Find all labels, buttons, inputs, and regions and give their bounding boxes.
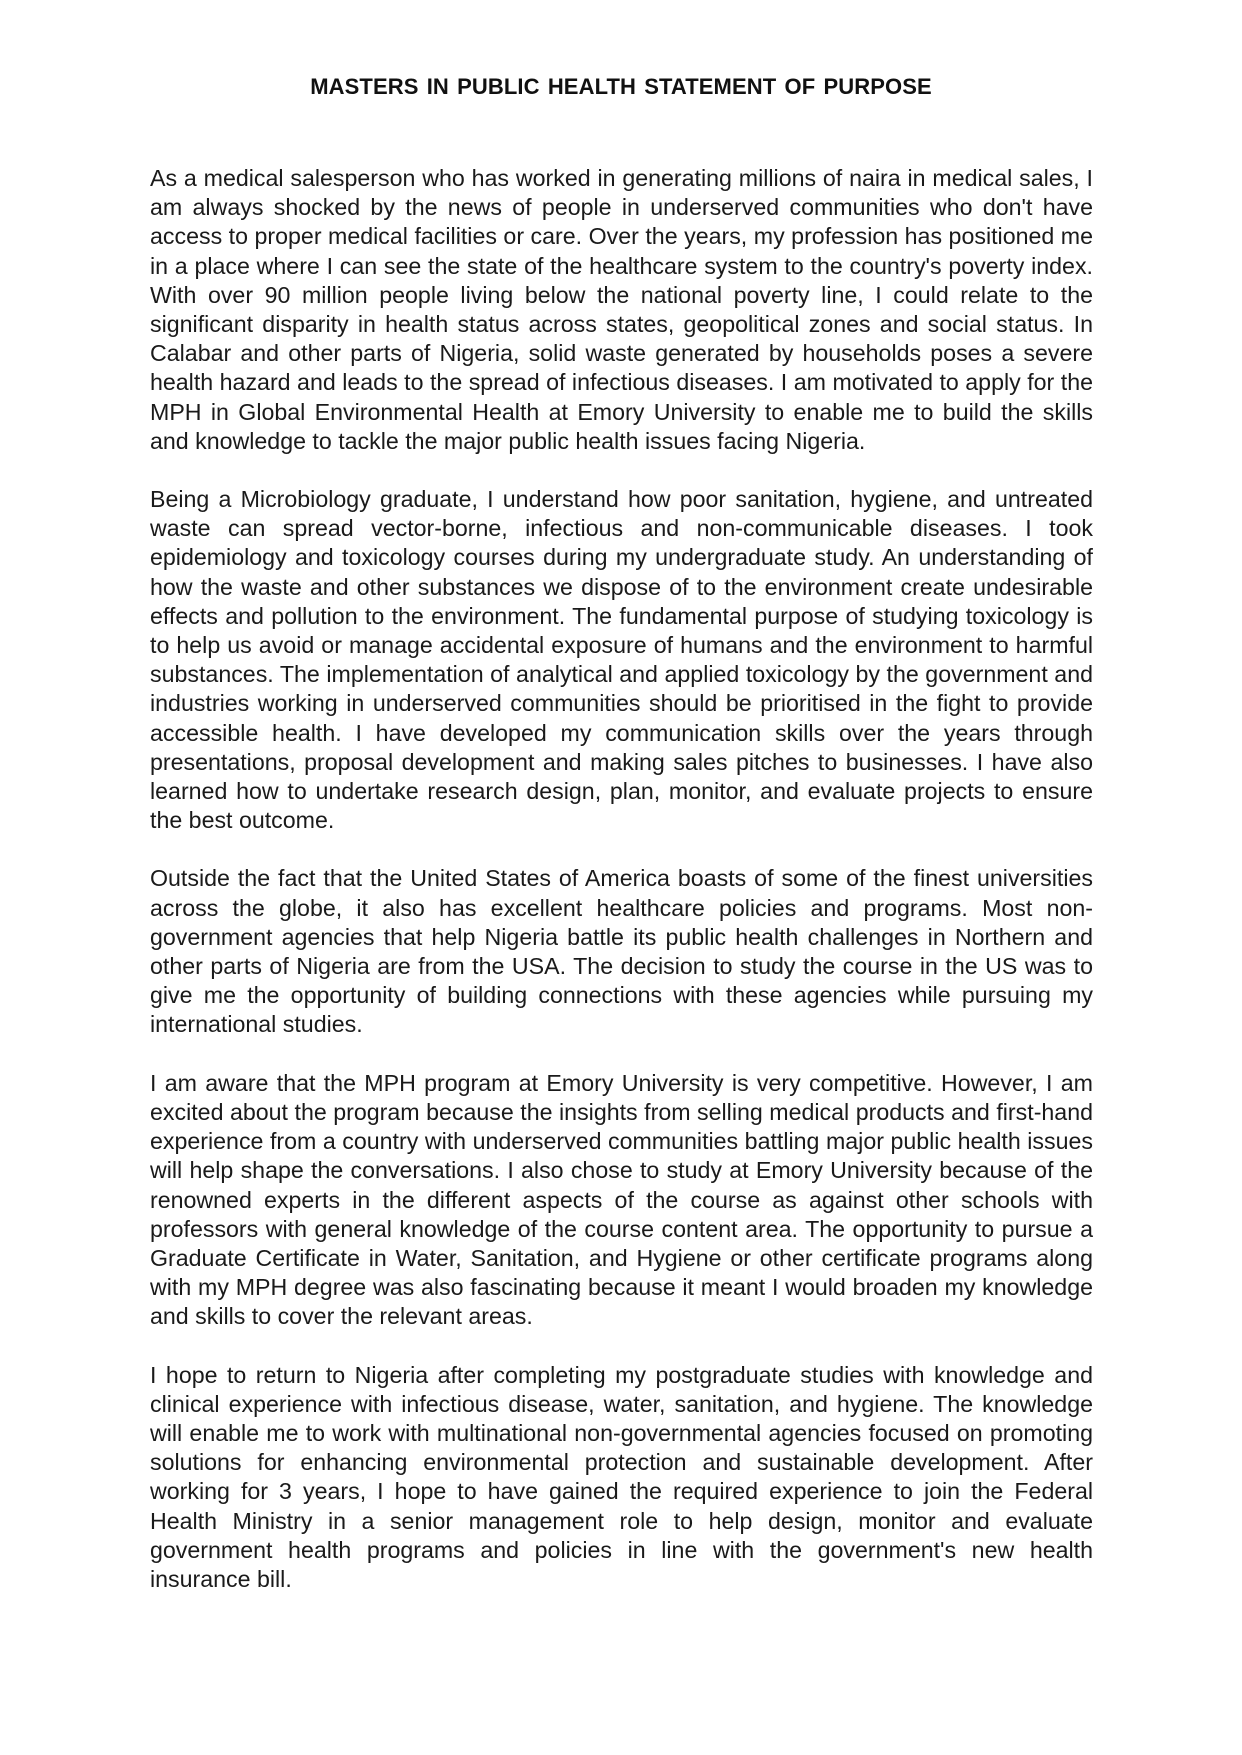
paragraph-4: I am aware that the MPH program at Emory University is very competitive. However, I am excited about the program because the insights from selling medical products and first-hand experience from a country with underserved communities battling major public health issues will help shape the conversations. I also chose to study at Emory University because of the renowned experts in the different aspects of the course as against other schools with professors with general knowledge of the course content area. The opportunity to pursue a Graduate Certificate in Water, Sanitation, and Hygiene or other certificate programs along with my MPH degree was also fascinating because it meant I would broaden my knowledge and skills to cover the relevant areas. [150,1069,1093,1330]
paragraph-3: Outside the fact that the United States of America boasts of some of the finest universities across the globe, it also has excellent healthcare policies and programs. Most non-government agencies that help Nigeria battle its public health challenges in Northern and other parts of Nigeria are from the USA. The decision to study the course in the US was to give me the opportunity of building connections with these agencies while pursuing my international studies. [150,865,1093,1038]
paragraph-2: Being a Microbiology graduate, I understand how poor sanitation, hygiene, and untreated waste can spread vector-borne, infectious and non-communicable diseases. I took epidemiology and toxicology courses during my undergraduate study. An understanding of how the waste and other substances we dispose of to the environment create undesirable effects and pollution to the environment. The fundamental purpose of studying toxicology is to help us avoid or manage accidental exposure of humans and the environment to harmful substances. The implementation of analytical and applied toxicology by the government and industries working in underserved communities should be prioritised in the fight to provide accessible health. I have developed my communication skills over the years through presentations, proposal development and making sales pitches to businesses. I have also learned how to undertake research design, plan, monitor, and evaluate projects to ensure the best outcome. [150,486,1093,834]
document-body [150,164,1093,1623]
document-title: MASTERS IN PUBLIC HEALTH STATEMENT OF PURPOSE [310,74,932,99]
paragraph-1: As a medical salesperson who has worked in generating millions of naira in medical sales, I am always shocked by the news of people in underserved communities who don't have access to proper medical facilities or care. Over the years, my profession has positioned me in a place where I can see the state of the healthcare system to the country's poverty index. With over 90 million people living below the national poverty line, I could relate to the significant disparity in health status across states, geopolitical zones and social status. In Calabar and other parts of Nigeria, solid waste generated by households poses a severe health hazard and leads to the spread of infectious diseases. I am motivated to apply for the MPH in Global Environmental Health at Emory University to enable me to build the skills and knowledge to tackle the major public health issues facing Nigeria. [150,165,1093,454]
paragraph-5: I hope to return to Nigeria after completing my postgraduate studies with knowledge and clinical experience with infectious disease, water, sanitation, and hygiene. The knowledge will enable me to work with multinational non-governmental agencies focused on promoting solutions for enhancing environmental protection and sustainable development. After working for 3 years, I hope to have gained the required experience to join the Federal Health Ministry in a senior management role to help design, monitor and evaluate government health programs and policies in line with the government's new health insurance bill. [150,1361,1093,1592]
